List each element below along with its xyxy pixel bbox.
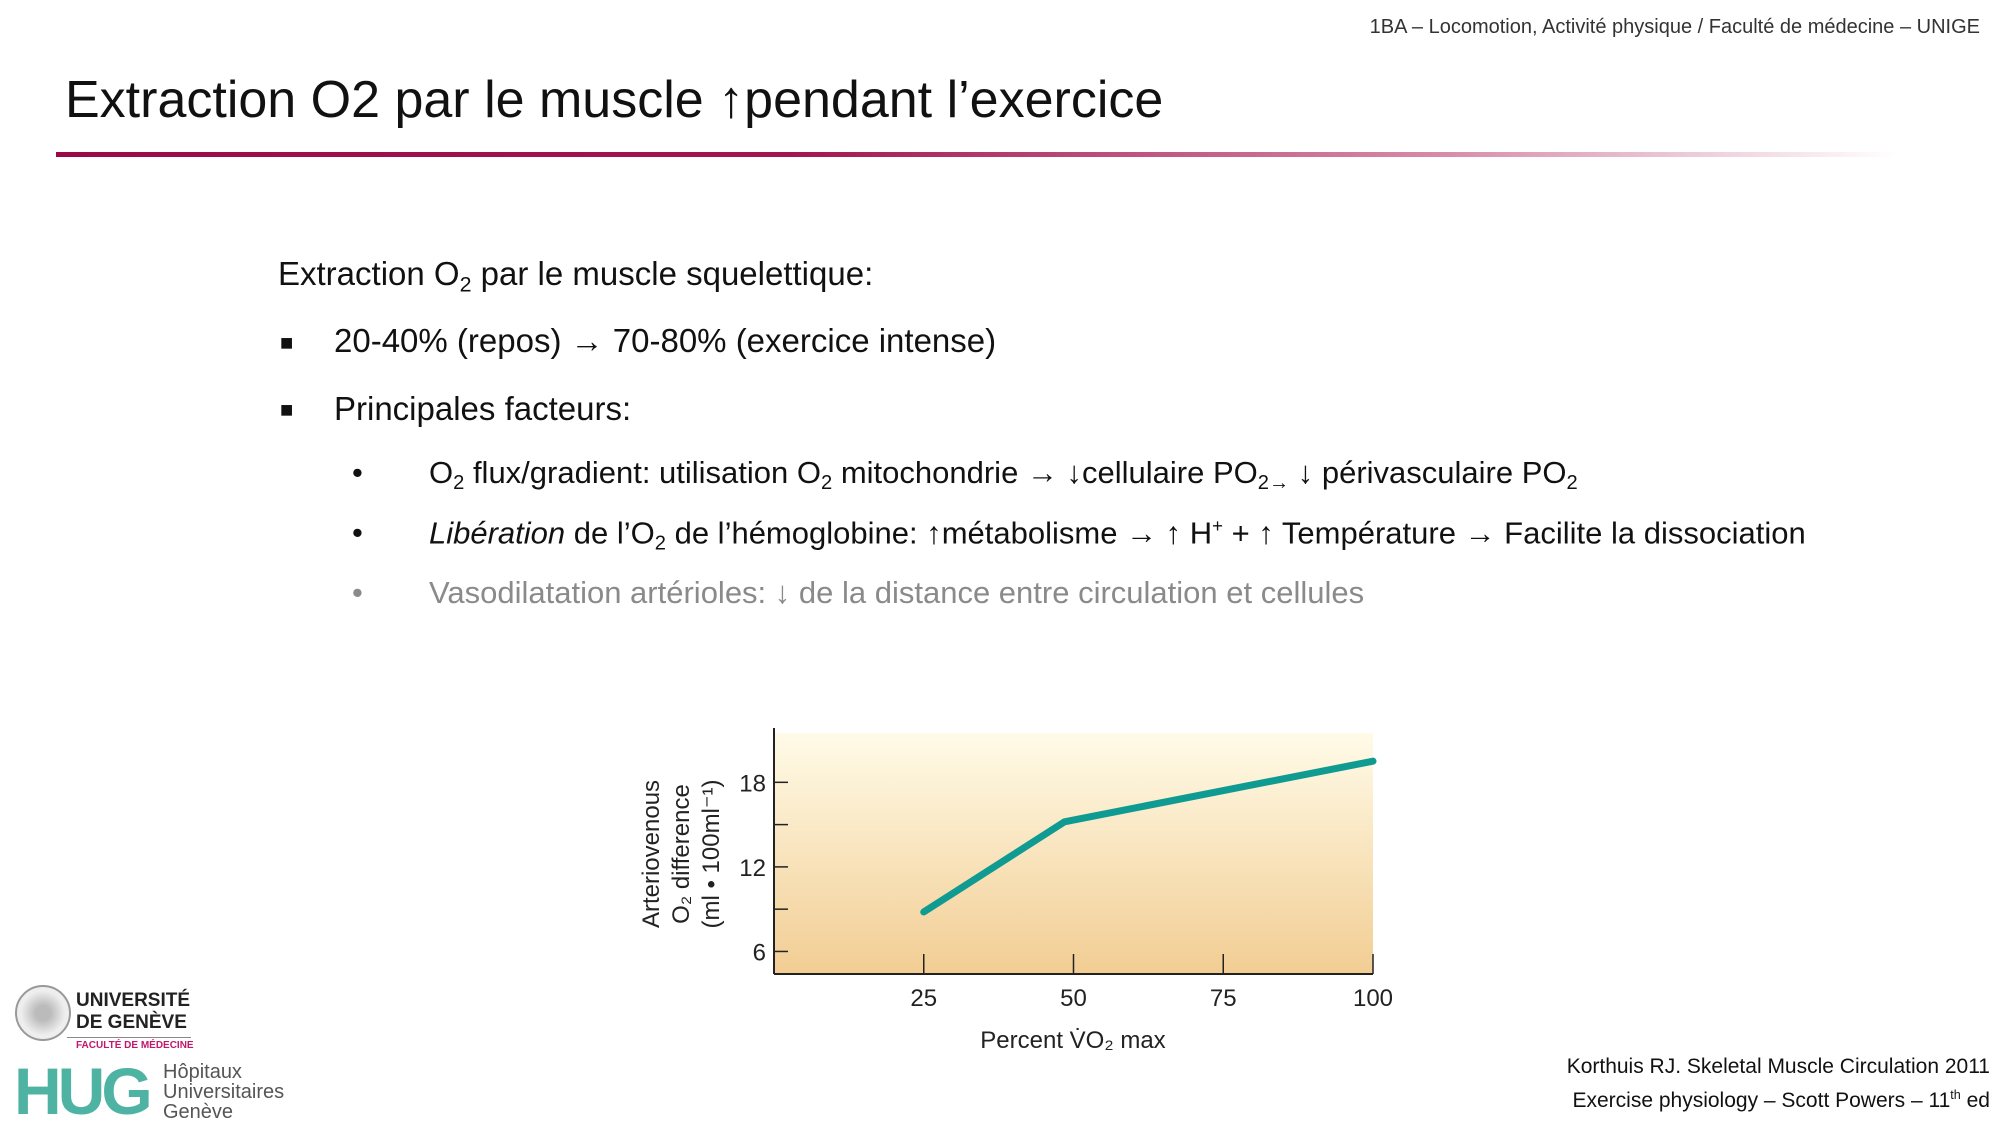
factor-vasodilatation: Vasodilatation artérioles: ↓ de la distance entre circulation et cellules: [429, 575, 1365, 610]
square-bullet-icon: ■: [280, 397, 294, 422]
y-tick-label: 12: [739, 854, 766, 882]
hug-logo: HUG: [14, 1058, 149, 1124]
bullet-rest-exercise: 20-40% (repos) → 70-80% (exercice intense): [334, 322, 997, 359]
x-axis-label: Percent V̇O₂ max: [980, 1027, 1166, 1054]
factor-liberation: Libération de $l’O_2$ de l’hémoglobine: ↑métabolisme → ↑ H+ + ↑ Température → Facilite la dissociation: [429, 515, 1806, 555]
x-tick-label: 75: [1209, 985, 1237, 1012]
x-tick-label: 50: [1060, 985, 1087, 1012]
dot-bullet-icon: •: [352, 575, 363, 610]
references: Korthuis RJ. Skeletal Muscle Circulation 2011 Exercise physiology – Scott Powers – 11th ed: [1566, 1055, 1990, 1112]
y-tick-label: 18: [739, 770, 766, 798]
factor-flux-gradient: $O_2$ flux/gradient: utilisation $O_2$ mitochondrie → ↓cellulaire $PO_{2\to}$ ↓ périvasculaire $PO_2$: [429, 455, 1578, 495]
y-tick-label: 6: [752, 939, 766, 967]
unige-seal-icon: [15, 985, 71, 1041]
bullet-factors: Principales facteurs:: [334, 390, 632, 427]
y-axis-label-line: Arteriovenous: [638, 779, 665, 929]
unige-logo-text: UNIVERSITÉ DE GENÈVE: [76, 990, 191, 1033]
header-caption: 1BA – Locomotion, Activité physique / Faculté de médecine – UNIGE: [1369, 16, 1980, 38]
slide-title: Extraction O2 par le muscle ↑pendant l’exercice: [65, 71, 1164, 129]
faculty-label: FACULTÉ DE MÉDECINE: [76, 1040, 194, 1051]
dot-bullet-icon: •: [352, 515, 363, 550]
plot-area: [774, 733, 1373, 974]
y-axis-label-line: O₂ difference: [668, 784, 695, 924]
y-axis-label-line: (ml • 100ml⁻¹): [698, 779, 725, 929]
intro-text: Extraction $O_2$ par le muscle squelettique:: [278, 255, 874, 297]
av-o2-chart: [620, 720, 1420, 1070]
hug-logo-text: Hôpitaux Universitaires Genève: [163, 1061, 285, 1123]
dot-bullet-icon: •: [352, 455, 363, 490]
x-tick-label: 100: [1352, 985, 1394, 1012]
square-bullet-icon: ■: [280, 330, 294, 355]
logo-divider: [67, 1037, 191, 1038]
svg-text:ArteriovenousO₂ difference(ml: [638, 779, 725, 928]
x-tick-label: 25: [910, 985, 938, 1012]
title-divider: [56, 152, 1896, 157]
